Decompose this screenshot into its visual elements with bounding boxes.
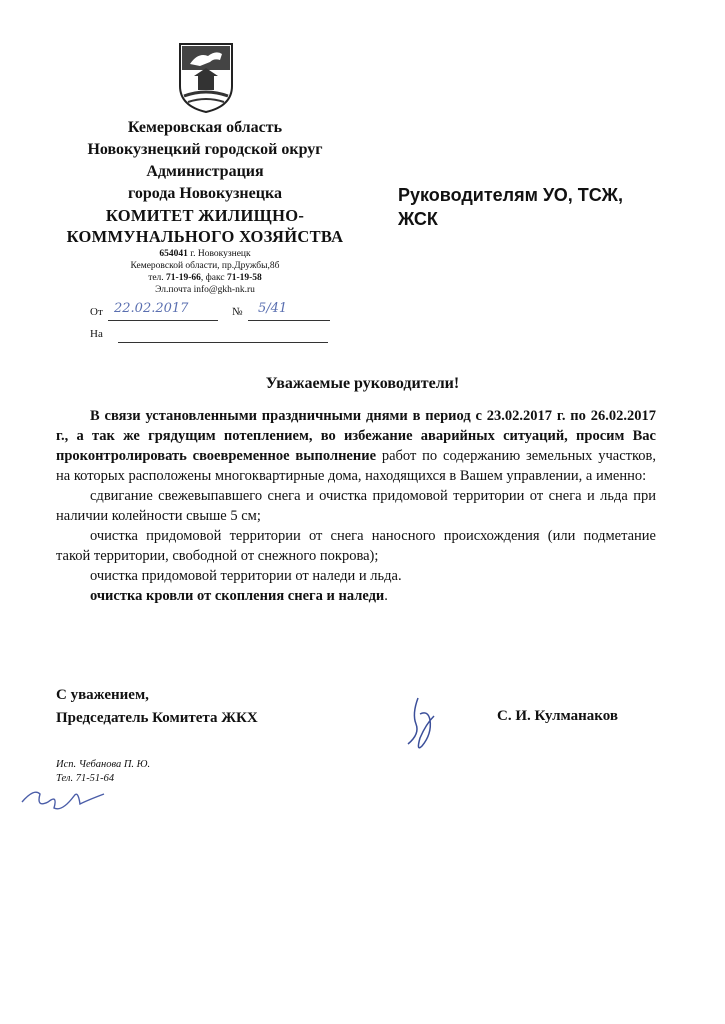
coat-of-arms-emblem (176, 40, 236, 116)
email-address: info@gkh-nk.ru (193, 285, 255, 295)
header-district: Новокузнецкий городской округ (87, 141, 323, 158)
phone-label: тел. (148, 273, 164, 283)
closing-position: Председатель Комитета ЖКХ (56, 710, 258, 726)
date-handwritten: 22.02.2017 (114, 301, 189, 316)
date-underline (108, 320, 218, 321)
recipient-line2: ЖСК (398, 209, 438, 229)
phone-line: тел. 71-19-66, факс 71-19-58 (148, 273, 262, 283)
city-short: г. Новокузнецк (190, 249, 251, 259)
header-admin: Администрация (146, 163, 264, 180)
ref-underline (118, 342, 328, 343)
body-p1-bold: В связи установленными праздничными днями в период с 23.02.2017 г. по 26.02.2017 г., а так же грядущим потеплением, во избежание аварийных ситуаций, просим Вас проконтролировать своевременное выполнение (56, 408, 656, 464)
ref-label: На (90, 328, 103, 340)
body-item-4-wrap: очистка кровли от скопления снега и наледи. (90, 588, 388, 604)
body-item-2: очистка придомовой территории от снега наносного происхождения (или подметание такой территории, свободной от снежного покрова); (56, 528, 656, 564)
executor-name: Исп. Чебанова П. Ю. (56, 759, 151, 770)
body-p1-rest: работ по содержанию земельных участков, на которых расположены многоквартирные дома, находящихся в Вашем управлении, а именно: (56, 448, 656, 484)
fax-number: 71-19-58 (226, 273, 262, 283)
email-line (100, 284, 310, 297)
header-committee-line1: КОМИТЕТ ЖИЛИЩНО- (105, 206, 305, 225)
executor-phone: Тел. 71-51-64 (56, 773, 115, 784)
body-paragraph-1 (56, 406, 656, 486)
recipient-line1: Руководителям УО, ТСЖ, (398, 185, 623, 205)
signer-name: С. И. Кулманаков (497, 708, 618, 724)
number-label: № (232, 306, 243, 318)
body-item-3: очистка придомовой территории от наледи и льда. (90, 568, 402, 584)
date-label: От (90, 306, 103, 318)
recipient (398, 183, 698, 231)
address-line2: Кемеровской области, пр.Дружбы,8б (130, 261, 280, 271)
closing-regards: С уважением, (56, 687, 149, 703)
signature-executor (18, 782, 108, 818)
signature-chairman (398, 694, 442, 756)
number-handwritten: 5/41 (258, 301, 288, 316)
body-item-4: очистка кровли от скопления снега и наледи (90, 588, 385, 604)
fax-label: факс (205, 273, 225, 283)
header-city: города Новокузнецка (128, 185, 282, 202)
email-label: Эл.почта (155, 285, 192, 295)
body-item-1: сдвигание свежевыпавшего снега и очистка придомовой территории от снега и льда при наличии колейности свыше 5 см; (56, 488, 656, 524)
greeting: Уважаемые руководители! (265, 375, 460, 392)
header-region: Кемеровская область (127, 119, 283, 136)
letter-body (56, 406, 656, 606)
address-line1 (100, 248, 310, 261)
number-underline (248, 320, 330, 321)
postcode: 654041 (159, 249, 188, 259)
header-committee-line2: КОММУНАЛЬНОГО ХОЗЯЙСТВА (66, 227, 344, 246)
phone-number: 71-19-66 (166, 273, 201, 283)
